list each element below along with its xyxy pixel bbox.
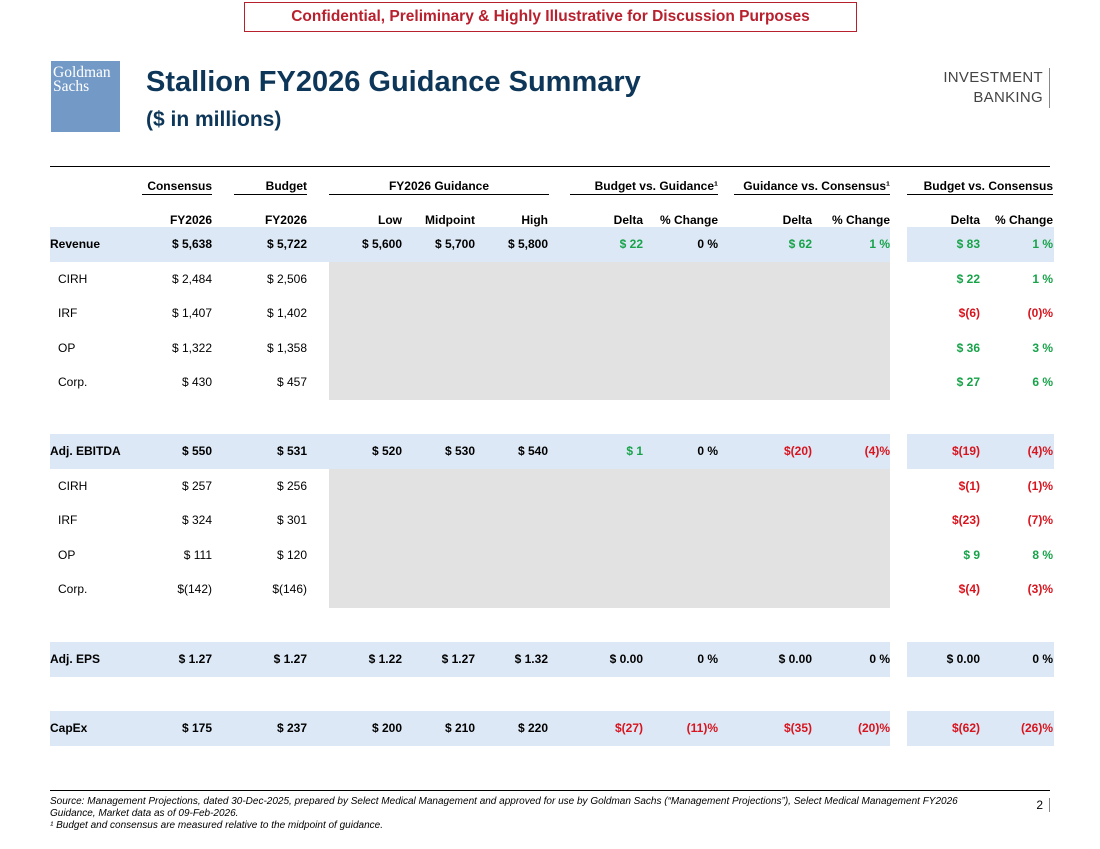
- subheader-consensus-fy2026: FY2026: [169, 213, 212, 227]
- row-label: Adj. EPS: [50, 652, 101, 666]
- cell-high: $ 1.32: [514, 652, 548, 666]
- subheader-gvc-pct: % Change: [831, 213, 890, 227]
- table-row: [50, 365, 1054, 400]
- cell-bvc-d: $(62): [951, 721, 980, 735]
- table-row: [50, 503, 1054, 538]
- cell-high: $ 220: [517, 721, 548, 735]
- table-row: [50, 538, 1054, 573]
- cell-bvg-d: $ 0.00: [609, 652, 643, 666]
- cell-gvc-d: $(35): [783, 721, 812, 735]
- cell-bud: $ 1,358: [266, 341, 307, 355]
- cell-mid: $ 530: [444, 444, 475, 458]
- cell-bvc-d: $(1): [958, 479, 980, 493]
- cell-low: $ 200: [371, 721, 402, 735]
- cell-cons: $ 430: [181, 375, 212, 389]
- cell-bud: $ 1.27: [273, 652, 307, 666]
- cell-mid: $ 5,700: [434, 237, 475, 251]
- table-row: [50, 262, 1054, 297]
- row-label: Revenue: [50, 237, 101, 251]
- source-note: Source: Management Projections, dated 30-Dec-2025, prepared by Select Medical Management and approved for use by Goldman Sachs (“Management Projections”), Select Medical Management FY2026 Guidance, Market data as of 09-Feb-2026.: [50, 796, 958, 819]
- cell-bvc-p: (7)%: [1027, 513, 1053, 527]
- row-label: IRF: [58, 513, 78, 527]
- cell-bvc-p: 6 %: [1032, 375, 1053, 389]
- subheader-bvg-delta: Delta: [613, 213, 643, 227]
- cell-low: $ 5,600: [361, 237, 402, 251]
- cell-cons: $ 257: [181, 479, 212, 493]
- row-label: Corp.: [58, 582, 88, 596]
- row-label: OP: [58, 341, 76, 355]
- cell-bvc-p: 3 %: [1032, 341, 1053, 355]
- row-label: CIRH: [58, 272, 88, 286]
- table-row: [50, 711, 1054, 746]
- header-budget-vs-guidance: Budget vs. Guidance¹: [570, 179, 718, 195]
- header-budget: Budget: [234, 179, 307, 195]
- subheader-bvc-pct: % Change: [994, 213, 1053, 227]
- cell-cons: $(142): [177, 582, 212, 596]
- subheader-gvc-delta: Delta: [782, 213, 812, 227]
- cell-bvc-p: (4)%: [1027, 444, 1053, 458]
- row-label: CIRH: [58, 479, 88, 493]
- header-fy2026-guidance: FY2026 Guidance: [329, 179, 549, 195]
- ib-line-2: BANKING: [973, 89, 1043, 106]
- cell-bvc-d: $(4): [958, 582, 980, 596]
- header-budget-vs-consensus: Budget vs. Consensus: [907, 179, 1053, 195]
- cell-bvc-p: 0 %: [1032, 652, 1053, 666]
- subheader-high: High: [521, 213, 548, 227]
- table-row: [50, 296, 1054, 331]
- table-row: [50, 331, 1054, 366]
- header-divider: [50, 166, 1050, 167]
- cell-bvg-d: $(27): [614, 721, 643, 735]
- cell-high: $ 540: [517, 444, 548, 458]
- row-label: CapEx: [50, 721, 88, 735]
- ib-line-1: INVESTMENT: [943, 69, 1043, 86]
- cell-low: $ 520: [371, 444, 402, 458]
- cell-bvc-d: $ 0.00: [946, 652, 980, 666]
- table-row: [50, 642, 1054, 677]
- logo-line-1: Goldman: [53, 64, 111, 81]
- cell-gvc-p: (4)%: [864, 444, 890, 458]
- row-label: IRF: [58, 306, 78, 320]
- cell-cons: $ 324: [181, 513, 212, 527]
- cell-cons: $ 5,638: [171, 237, 212, 251]
- cell-bvc-p: (1)%: [1027, 479, 1053, 493]
- cell-bvc-d: $(23): [951, 513, 980, 527]
- row-label: Adj. EBITDA: [50, 444, 121, 458]
- cell-mid: $ 210: [444, 721, 475, 735]
- subheader-bvc-delta: Delta: [950, 213, 980, 227]
- cell-bvc-p: (0)%: [1027, 306, 1053, 320]
- cell-bvc-d: $(6): [958, 306, 980, 320]
- footer-divider: [50, 790, 1050, 791]
- cell-bvc-d: $(19): [951, 444, 980, 458]
- cell-bvc-p: 1 %: [1032, 272, 1053, 286]
- cell-bud: $ 237: [276, 721, 307, 735]
- cell-bvc-p: (26)%: [1020, 721, 1053, 735]
- cell-gvc-d: $ 62: [788, 237, 812, 251]
- logo-line-2: Sachs: [53, 78, 90, 95]
- cell-high: $ 5,800: [507, 237, 548, 251]
- cell-bvc-d: $ 27: [956, 375, 980, 389]
- cell-bvc-d: $ 83: [956, 237, 980, 251]
- row-label: OP: [58, 548, 76, 562]
- cell-bvc-d: $ 22: [956, 272, 980, 286]
- table-row: [50, 572, 1054, 607]
- cell-mid: $ 1.27: [441, 652, 475, 666]
- cell-bvc-d: $ 9: [963, 548, 980, 562]
- footnote-1: ¹ Budget and consensus are measured relative to the midpoint of guidance.: [50, 820, 383, 831]
- cell-bud: $(146): [272, 582, 307, 596]
- footnotes: [50, 796, 980, 832]
- cell-bud: $ 5,722: [266, 237, 307, 251]
- cell-bvg-d: $ 22: [619, 237, 643, 251]
- table-row: [50, 434, 1054, 469]
- cell-low: $ 1.22: [368, 652, 402, 666]
- cell-bvg-p: 0 %: [697, 444, 718, 458]
- cell-gvc-d: $ 0.00: [778, 652, 812, 666]
- cell-bud: $ 457: [276, 375, 307, 389]
- subheader-bvg-pct: % Change: [659, 213, 718, 227]
- row-label: Corp.: [58, 375, 88, 389]
- cell-bvc-p: 8 %: [1032, 548, 1053, 562]
- cell-cons: $ 2,484: [171, 272, 212, 286]
- page-subtitle: ($ in millions): [146, 108, 282, 131]
- table-row: [50, 227, 1054, 262]
- cell-bud: $ 301: [276, 513, 307, 527]
- cell-cons: $ 1,407: [171, 306, 212, 320]
- cell-bud: $ 1,402: [266, 306, 307, 320]
- confidential-banner: Confidential, Preliminary & Highly Illustrative for Discussion Purposes: [244, 2, 857, 32]
- subheader-budget-fy2026: FY2026: [264, 213, 307, 227]
- cell-cons: $ 175: [181, 721, 212, 735]
- cell-bud: $ 120: [276, 548, 307, 562]
- cell-bvg-d: $ 1: [626, 444, 643, 458]
- cell-gvc-p: 0 %: [869, 652, 890, 666]
- subheader-low: Low: [378, 213, 402, 227]
- goldman-sachs-logo: [51, 61, 120, 132]
- cell-bud: $ 2,506: [266, 272, 307, 286]
- investment-banking-label: [943, 68, 1050, 108]
- subheader-midpoint: Midpoint: [425, 213, 475, 227]
- page-title: Stallion FY2026 Guidance Summary: [146, 66, 641, 98]
- cell-bvc-d: $ 36: [956, 341, 980, 355]
- cell-bud: $ 531: [276, 444, 307, 458]
- cell-gvc-p: (20)%: [857, 721, 890, 735]
- cell-cons: $ 550: [181, 444, 212, 458]
- cell-bvg-p: 0 %: [697, 237, 718, 251]
- cell-cons: $ 111: [183, 548, 212, 562]
- cell-bvg-p: (11)%: [686, 721, 718, 735]
- cell-bvg-p: 0 %: [697, 652, 718, 666]
- cell-bvc-p: 1 %: [1032, 237, 1053, 251]
- cell-bud: $ 256: [276, 479, 307, 493]
- cell-gvc-p: 1 %: [869, 237, 890, 251]
- cell-bvc-p: (3)%: [1027, 582, 1053, 596]
- cell-gvc-d: $(20): [783, 444, 812, 458]
- header-consensus: Consensus: [142, 179, 212, 195]
- cell-cons: $ 1,322: [171, 341, 212, 355]
- page-number: 2: [1036, 798, 1050, 812]
- header-guidance-vs-consensus: Guidance vs. Consensus¹: [734, 179, 890, 195]
- cell-cons: $ 1.27: [178, 652, 212, 666]
- table-row: [50, 469, 1054, 504]
